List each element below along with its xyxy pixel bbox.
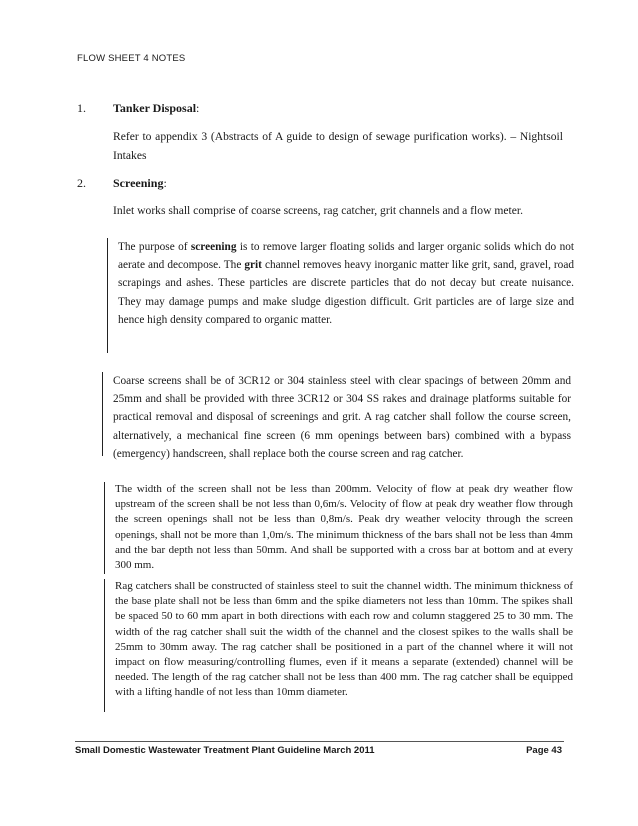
section-title-text: Tanker Disposal (113, 101, 197, 115)
coarse-screens-paragraph: Coarse screens shall be of 3CR12 or 304 stainless steel with clear spacings of between 20mm and 25mm and shall be provided with three 3CR12 or 304 SS rakes and drainage platforms suitable for practical removal and disposal of screenings and grit. A rag catcher shall follow the course screen, alternatively, a mechanical fine screen (6 mm openings between bars) combined with a bypass (emergency) handscreen, shall replace both the course screen and rag catcher. (102, 372, 571, 456)
screening-purpose-note (107, 238, 574, 353)
section-title (113, 176, 167, 191)
page-number: Page 43 (526, 745, 562, 756)
note-text: channel removes heavy inorganic matter like grit, sand, gravel, road scrapings and ashes. These particles are discrete particles that do not decay but create nuisance. They may damage pumps and make sludge digestion difficult. Grit particles are of large size and hence high density compared to organic matter. (118, 259, 574, 326)
note-bold-term: screening (190, 241, 237, 253)
note-bold-term: grit (244, 259, 262, 272)
section-title-text: Screening (113, 176, 164, 190)
section-title (113, 101, 199, 116)
rag-catchers-paragraph: Rag catchers shall be constructed of stainless steel to suit the channel width. The minimum thickness of the base plate shall not be less than 6mm and the spike diameters not less than 10mm. The spikes shall be spaced 50 to 60 mm apart in both directions with each row and column staggered 25 to 30 mm. The width of the rag catcher shall suit the width of the channel and the closest spikes to the walls shall be 25mm to 30mm away. The rag catcher shall be positioned in a part of the channel where it will not impact on flow measuring/controlling flumes, even if it means a separate (extended) channel will be needed. The length of the rag catcher shall not be less than 400 mm. The rag catcher shall be equipped with a lifting handle of not less than 10mm diameter. (104, 579, 573, 712)
note-text: is to remove larger floating solids and larger organic solids which do not aerate and decompose. The (118, 241, 575, 272)
section-body: Refer to appendix 3 (Abstracts of A guide to design of sewage purification works). – Nightsoil Intakes (113, 130, 563, 162)
screen-width-paragraph: The width of the screen shall not be less than 200mm. Velocity of flow at peak dry weather flow upstream of the screen shall be not less than 0,6m/s. Velocity of flow at peak dry weather flow through the screen openings shall not be less than 0,8m/s. Peak dry weather velocity through the screen openings, shall not be more than 1,0m/s. The minimum thickness of the bars shall not be less than 4mm and the bar depth not less than 50mm. And shall be supported with a cross bar at bottom and at every 300 mm. (104, 482, 573, 574)
section-title-colon: : (196, 101, 200, 115)
section-title-colon: : (163, 176, 167, 190)
page-header: FLOW SHEET 4 NOTES (77, 53, 186, 64)
footer-title: Small Domestic Wastewater Treatment Plant Guideline March 2011 (75, 745, 375, 756)
section-body: Inlet works shall comprise of coarse screens, rag catcher, grit channels and a flow meter. (113, 204, 523, 217)
section-number: 1. (77, 101, 86, 115)
section-number: 2. (77, 176, 86, 190)
footer-divider (75, 741, 564, 742)
note-text: The purpose of (118, 241, 191, 253)
